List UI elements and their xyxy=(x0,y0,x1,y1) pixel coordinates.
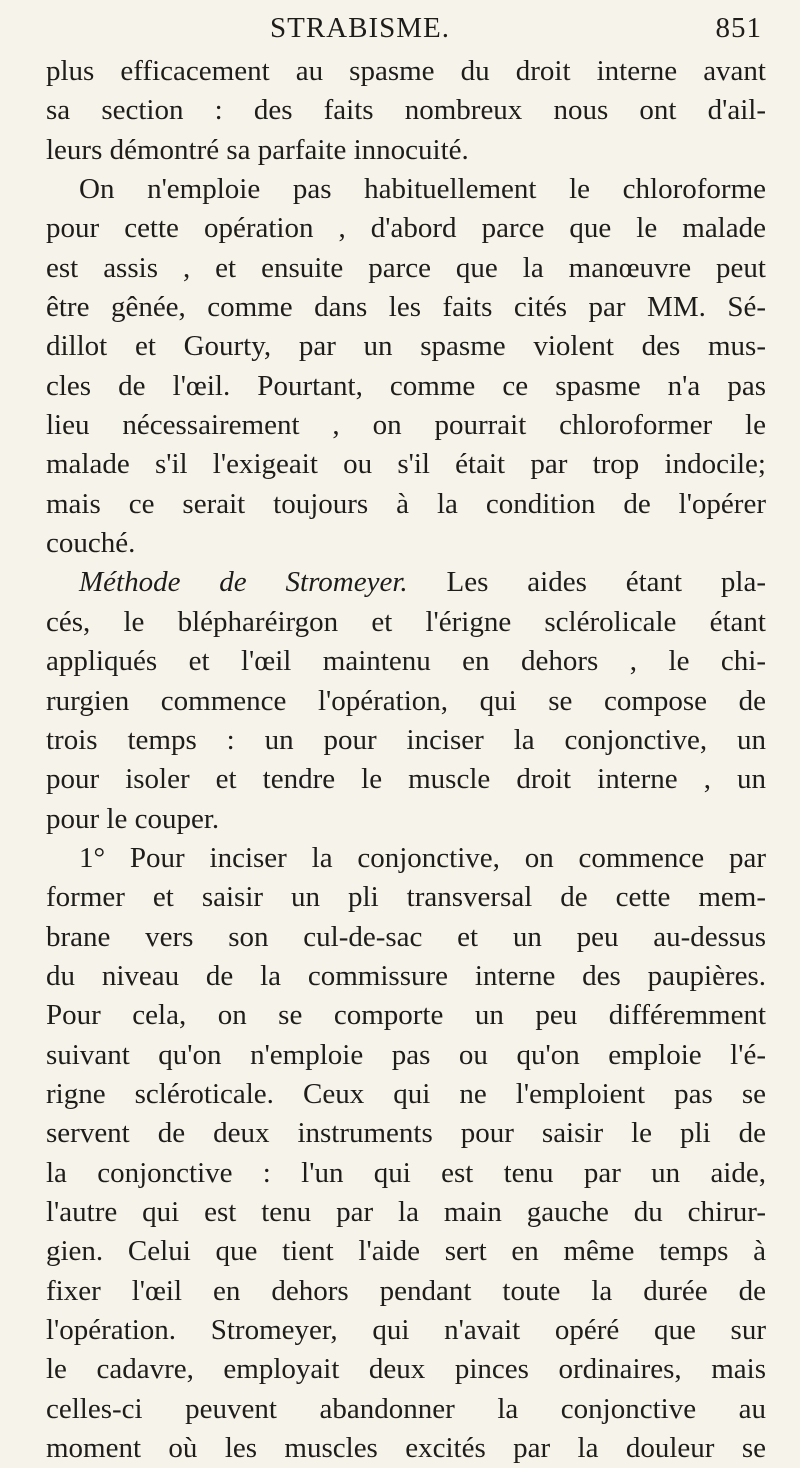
text-line: gien. Celui que tient l'aide sert en même temps à xyxy=(46,1235,766,1268)
text-line: suivant qu'on n'emploie pas ou qu'on emploie l'é- xyxy=(46,1038,766,1071)
text-line: Pour cela, on se comporte un peu différemment xyxy=(46,999,766,1032)
text-line: rigne scléroticale. Ceux qui ne l'emploient pas se xyxy=(46,1077,766,1110)
text-line: servent de deux instruments pour saisir le pli de xyxy=(46,1117,766,1150)
text-line: moment où les muscles excités par la douleur se xyxy=(46,1432,766,1465)
text-line: mais ce serait toujours à la condition de l'opérer xyxy=(46,487,766,520)
text-line: du niveau de la commissure interne des paupières. xyxy=(46,959,766,992)
text-line: malade s'il l'exigeait ou s'il était par trop indocile; xyxy=(46,448,766,481)
text-line: celles-ci peuvent abandonner la conjonctive au xyxy=(46,1392,766,1425)
text-line: l'autre qui est tenu par la main gauche du chirur- xyxy=(46,1195,766,1228)
text-line: est assis , et ensuite parce que la manœuvre peut xyxy=(46,251,766,284)
text-line: former et saisir un pli transversal de cette mem- xyxy=(46,881,766,914)
text-line: On n'emploie pas habituellement le chloroforme xyxy=(79,173,766,206)
text-line: cés, le blépharéirgon et l'érigne sclérolicale étant xyxy=(46,605,766,638)
text-line: leurs démontré sa parfaite innocuité. xyxy=(46,133,469,166)
text-line: 1° Pour inciser la conjonctive, on commence par xyxy=(79,841,766,874)
text-line: brane vers son cul-de-sac et un peu au-dessus xyxy=(46,920,766,953)
running-head xyxy=(46,12,766,52)
text-line: pour isoler et tendre le muscle droit interne , un xyxy=(46,763,766,796)
text-line: lieu nécessairement , on pourrait chloroformer le xyxy=(46,409,766,442)
text-line: couché. xyxy=(46,527,136,560)
text-line: le cadavre, employait deux pinces ordinaires, mais xyxy=(46,1353,766,1386)
body-text xyxy=(46,52,766,1468)
text-line: sa section : des faits nombreux nous ont d'ail- xyxy=(46,94,766,127)
text-line: trois temps : un pour inciser la conjonctive, un xyxy=(46,723,766,756)
text-line-segment: Les aides étant pla- xyxy=(407,566,766,599)
text-line: être gênée, comme dans les faits cités par MM. Sé- xyxy=(46,291,766,324)
book-page xyxy=(46,12,766,1468)
text-line: l'opération. Stromeyer, qui n'avait opéré que sur xyxy=(46,1314,766,1346)
text-line: dillot et Gourty, par un spasme violent des mus- xyxy=(46,330,766,363)
text-line: pour le couper. xyxy=(46,802,220,835)
section-heading: Méthode de Stromeyer. xyxy=(79,566,408,599)
running-head-title: STRABISME. xyxy=(270,12,451,44)
text-line: cles de l'œil. Pourtant, comme ce spasme n'a pas xyxy=(46,369,766,402)
page-number: 851 xyxy=(715,12,762,44)
text-line: appliqués et l'œil maintenu en dehors , le chi- xyxy=(46,645,766,678)
text-line: fixer l'œil en dehors pendant toute la durée de xyxy=(46,1274,766,1307)
text-line: rurgien commence l'opération, qui se compose de xyxy=(46,684,766,717)
text-line xyxy=(46,563,766,602)
text-line: la conjonctive : l'un qui est tenu par un aide, xyxy=(46,1156,766,1189)
text-line: plus efficacement au spasme du droit interne avant xyxy=(46,55,766,87)
text-line: pour cette opération , d'abord parce que le malade xyxy=(46,212,766,245)
